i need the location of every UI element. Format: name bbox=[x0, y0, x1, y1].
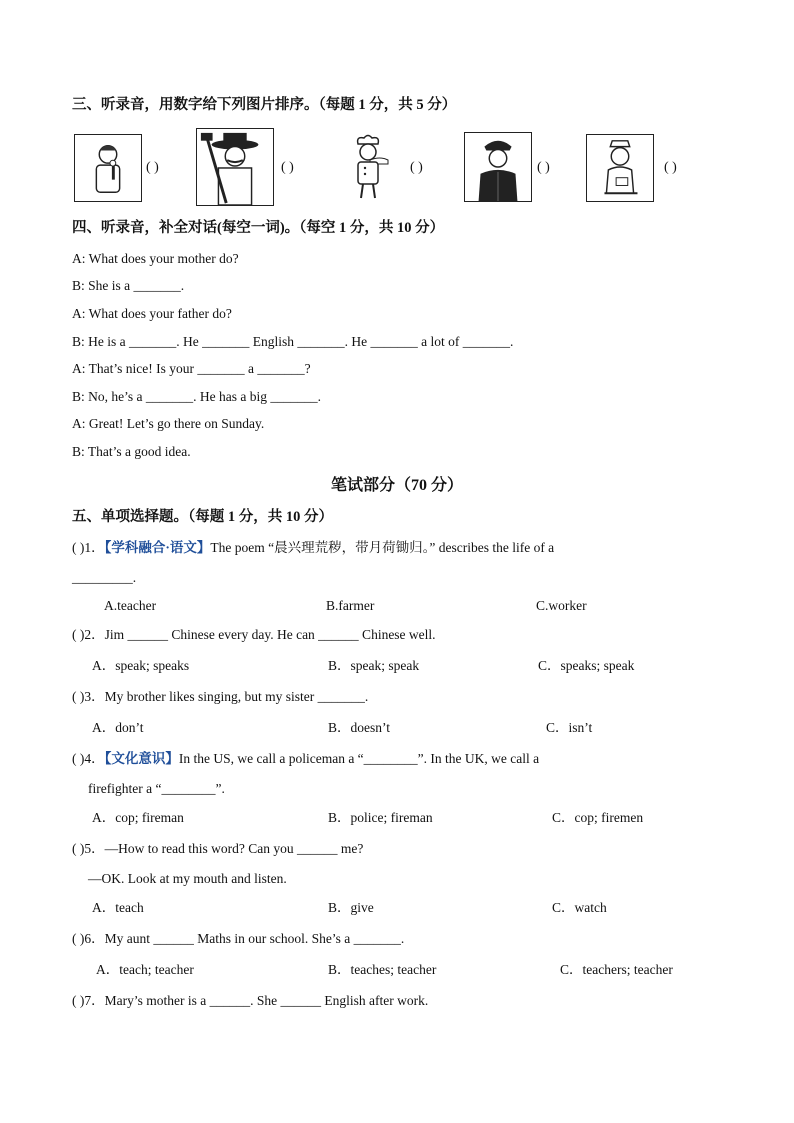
order-paren-3[interactable]: ( ) bbox=[410, 160, 423, 175]
option-5c[interactable]: C．watch bbox=[552, 900, 607, 915]
option-2a[interactable]: A．speak; speaks bbox=[92, 658, 190, 673]
dialogue-line-6: B: No, he’s a _______. He has a big _______. bbox=[72, 389, 321, 404]
option-6a[interactable]: A．teach; teacher bbox=[96, 962, 194, 977]
option-3a[interactable]: A．don’t bbox=[92, 720, 144, 735]
dialogue-line-8: B: That’s a good idea. bbox=[72, 444, 191, 459]
question-1-text: The poem “晨兴理荒秽，带月荷锄归。” describes the life of a bbox=[210, 540, 555, 555]
dialogue-line-7: A: Great! Let’s go there on Sunday. bbox=[72, 416, 265, 431]
option-6c[interactable]: C．teachers; teacher bbox=[560, 962, 673, 977]
option-2c[interactable]: C．speaks; speak bbox=[538, 658, 635, 673]
option-1b[interactable]: B.farmer bbox=[326, 598, 375, 613]
option-1a[interactable]: A.teacher bbox=[104, 598, 157, 613]
culture-tag: 【文化意识】 bbox=[104, 751, 179, 766]
question-4-prefix: ( )4． bbox=[72, 751, 105, 766]
question-7: ( )7．Mary’s mother is a ______. She ______ English after work. bbox=[72, 993, 429, 1008]
question-4 bbox=[72, 750, 539, 768]
option-3b[interactable]: B．doesn’t bbox=[328, 720, 391, 735]
option-1c[interactable]: C.worker bbox=[536, 598, 587, 613]
dialogue-line-5: A: That’s nice! Is your _______ a _______? bbox=[72, 361, 311, 376]
dialogue-line-3: A: What does your father do? bbox=[72, 306, 232, 321]
option-5a[interactable]: A．teach bbox=[92, 900, 144, 915]
question-1 bbox=[72, 539, 554, 557]
question-1-blank: _________. bbox=[72, 570, 137, 585]
boy-eating-icon bbox=[74, 134, 142, 202]
question-5-cont: —OK. Look at my mouth and listen. bbox=[88, 871, 287, 886]
dialogue-line-1: A: What does your mother do? bbox=[72, 251, 239, 266]
cook-with-tray-icon bbox=[334, 134, 402, 202]
order-paren-1[interactable]: ( ) bbox=[146, 160, 159, 175]
option-5b[interactable]: B．give bbox=[328, 900, 374, 915]
question-1-prefix: ( )1． bbox=[72, 540, 105, 555]
order-paren-2[interactable]: ( ) bbox=[281, 160, 294, 175]
police-officer-icon bbox=[464, 132, 532, 202]
question-2: ( )2．Jim ______ Chinese every day. He can ______ Chinese well. bbox=[72, 627, 436, 642]
option-4c[interactable]: C．cop; firemen bbox=[552, 810, 644, 825]
question-6: ( )6．My aunt ______ Maths in our school. She’s a _______. bbox=[72, 931, 405, 946]
option-6b[interactable]: B．teaches; teacher bbox=[328, 962, 437, 977]
option-4a[interactable]: A．cop; fireman bbox=[92, 810, 184, 825]
dialogue-line-2: B: She is a _______. bbox=[72, 278, 185, 293]
question-5: ( )5．—How to read this word? Can you ______ me? bbox=[72, 841, 364, 856]
section5-heading: 五、单项选择题。（每题 1 分，共 10 分） bbox=[72, 509, 333, 525]
question-4-cont: firefighter a “________”. bbox=[88, 781, 225, 796]
option-2b[interactable]: B．speak; speak bbox=[328, 658, 420, 673]
order-paren-4[interactable]: ( ) bbox=[537, 160, 550, 175]
farmer-with-hoe-icon bbox=[196, 128, 274, 206]
question-3: ( )3．My brother likes singing, but my sister _______. bbox=[72, 689, 369, 704]
question-4-text: In the US, we call a policeman a “________”. In the UK, we call a bbox=[178, 751, 540, 766]
option-3c[interactable]: C．isn’t bbox=[546, 720, 593, 735]
option-4b[interactable]: B．police; fireman bbox=[328, 810, 433, 825]
dialogue-line-4: B: He is a _______. He _______ English _______. He _______ a lot of _______. bbox=[72, 334, 514, 349]
written-part-title: 笔试部分（70 分） bbox=[330, 477, 463, 494]
section4-heading: 四、听录音，补全对话(每空一词)。（每空 1 分，共 10 分） bbox=[72, 220, 445, 236]
nurse-with-cake-icon bbox=[586, 134, 654, 202]
subject-tag: 【学科融合·语文】 bbox=[104, 540, 211, 555]
section3-heading: 三、听录音，用数字给下列图片排序。（每题 1 分，共 5 分） bbox=[72, 97, 457, 113]
order-paren-5[interactable]: ( ) bbox=[664, 160, 677, 175]
